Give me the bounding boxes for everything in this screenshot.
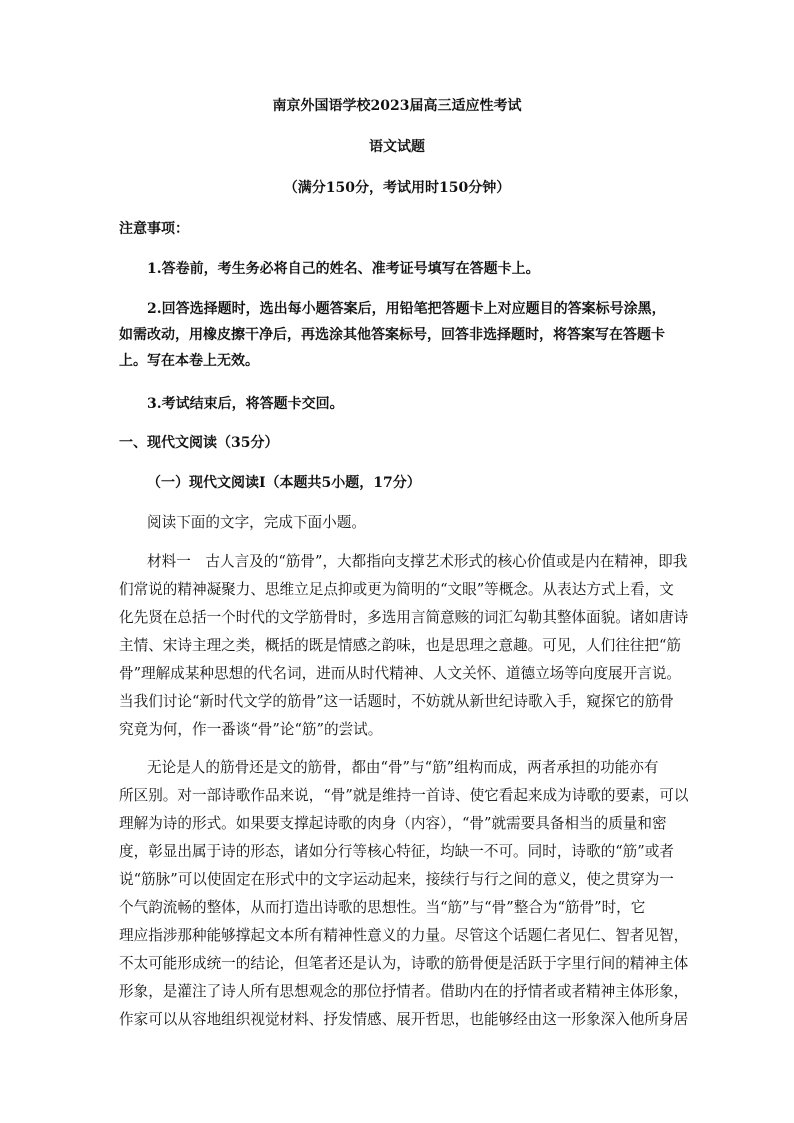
notice-item-2-line-1: 2.回答选择题时，选出每小题答案后，用铅笔把答题卡上对应题目的答案标号涂黑， [147,301,666,317]
notice-heading: 注意事项： [119,221,189,237]
paragraph-1-line-5: 骨”理解成某种思想的代名词，进而从时代精神、人文关怀、道德立场等向度展开言说。 [119,665,682,682]
paragraph-1-line-7: 究竟为何，作一番谈“骨”论“筋”的尝试。 [119,721,383,738]
notice-item-3: 3.考试结束后，将答题卡交回。 [147,396,344,412]
paragraph-2-line-1: 无论是人的筋骨还是文的筋骨，都由“骨”与“筋”组构而成，两者承担的功能亦有 [147,759,659,776]
subsection-title: （一）现代文阅读Ⅰ（本题共5小题，17分） [147,475,421,491]
reading-instruction: 阅读下面的文字，完成下面小题。 [147,514,366,531]
paragraph-2-line-10: 作家可以从容地组织视觉材料、抒发情感、展开哲思，也能够经由这一形象深入他所身居 [119,1011,689,1028]
paragraph-1-line-6: 当我们讨论“新时代文学的筋骨”这一话题时，不妨就从新世纪诗歌入手，窥探它的筋骨 [119,693,674,710]
paragraph-2-line-2: 所区别。对一部诗歌作品来说，“骨”就是维持一首诗、使它看起来成为诗歌的要素，可以 [119,787,689,804]
paragraph-2-line-7: 理应指涉那种能够撑起文本所有精神性意义的力量。尽管这个话题仁者见仁、智者见智， [119,927,689,944]
paragraph-2-line-6: 个气韵流畅的整体，从而打造出诗歌的思想性。当“筋”与“骨”整合为“筋骨”时，它 [119,899,646,916]
section-title: 一、现代文阅读（35分） [119,435,279,451]
notice-item-2-line-3: 上。写在本卷上无效。 [119,353,259,369]
notice-item-2-line-2: 如需改动，用橡皮擦干净后，再选涂其他答案标号，回答非选择题时，将答案写在答题卡 [119,327,665,343]
paragraph-2-line-4: 度，彰显出属于诗的形态，诸如分行等核心特征，均缺一不可。同时，诗歌的“筋”或者 [119,843,674,860]
paragraph-2-line-9: 形象，是灌注了诗人所有思想观念的那位抒情者。借助内在的抒情者或者精神主体形象， [119,983,689,1000]
paragraph-1-line-3: 化先贤在总括一个时代的文学筋骨时，多选用言简意赅的词汇勾勒其整体面貌。诸如唐诗 [119,609,689,626]
exam-info: （满分150分，考试用时150分钟） [283,180,511,196]
paragraph-1-line-2: 们常说的精神凝聚力、思维立足点抑或更为简明的“文眼”等概念。从表达方式上看，文 [119,581,674,598]
paragraph-1-line-4: 主情、宋诗主理之类，概括的既是情感之韵味，也是思理之意趣。可见，人们往往把“筋 [119,637,682,654]
paragraph-2-line-5: 说“筋脉”可以使固定在形式中的文字运动起来，接续行与行之间的意义，使之贯穿为一 [119,871,674,888]
paragraph-2-line-8: 不太可能形成统一的结论，但笔者还是认为，诗歌的筋骨便是活跃于字里行间的精神主体 [119,955,689,972]
subject-title: 语文试题 [369,139,425,155]
paragraph-2-line-3: 理解为诗的形式。如果要支撑起诗歌的肉身（内容），“骨”就需要具备相当的质量和密 [119,815,667,832]
paragraph-1-line-1: 材料一 古人言及的“筋骨”，大都指向支撑艺术形式的核心价值或是内在精神，即我 [147,553,688,570]
notice-item-1: 1.答卷前，考生务必将自己的姓名、准考证号填写在答题卡上。 [147,261,540,277]
school-exam-title: 南京外国语学校2023届高三适应性考试 [272,98,522,114]
